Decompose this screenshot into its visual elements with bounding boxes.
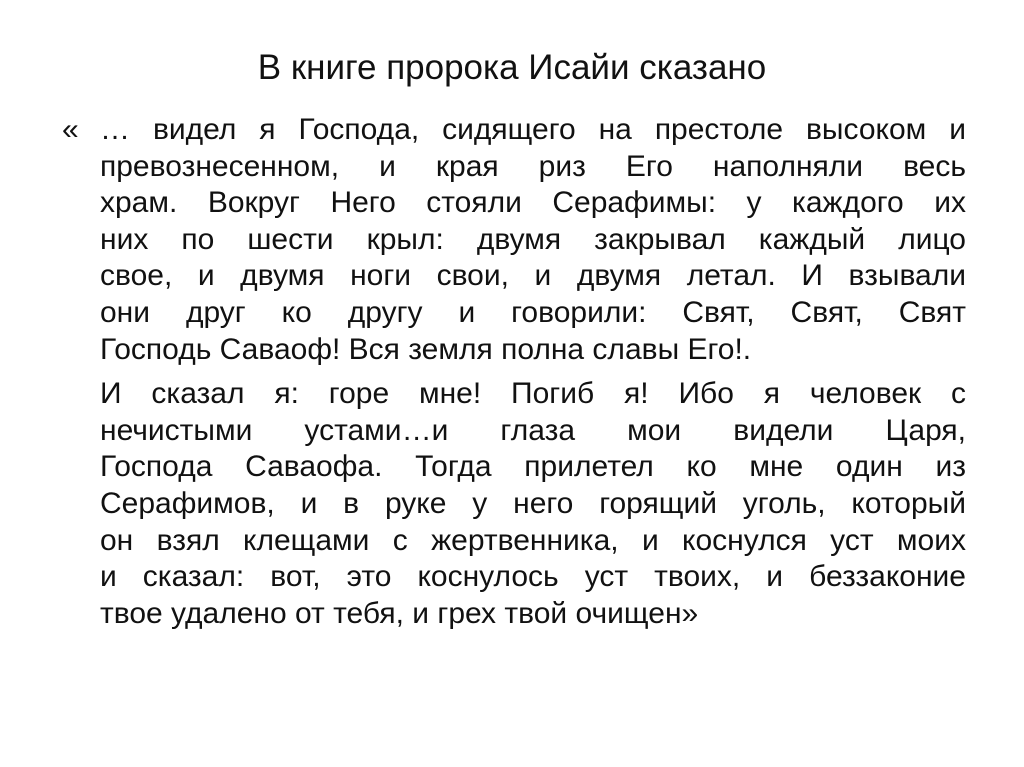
paragraph-2 [100,376,966,632]
text-line: они друг ко другу и говорили: Свят, Свят, Свят [100,295,966,329]
text-line: И сказал я: горе мне! Погиб я! Ибо я человек с [100,377,966,411]
slide-title: В книге пророка Исайи сказано [257,48,767,87]
paragraph-1 [100,112,966,368]
text-line: твое удалено от тебя, и грех твой очищен» [100,596,699,630]
text-line: Господа Саваофа. Тогда прилетел ко мне один из [100,450,966,484]
text-line: и сказал: вот, это коснулось уст твоих, и беззаконие [100,560,966,594]
quote-body [100,112,966,632]
text-line: храм. Вокруг Него стояли Серафимы: у каждого их [100,186,966,220]
text-line: нечистыми устами…и глаза мои видели Царя, [100,413,966,447]
text-line: он взял клещами с жертвенника, и коснулся уст моих [100,523,966,557]
opening-quote-mark: « [62,113,79,146]
text-line: … видел я Господа, сидящего на престоле высоком и [100,113,966,146]
text-line: Господь Саваоф! Вся земля полна славы Его!. [100,332,752,366]
text-line: превознесенном, и края риз Его наполняли весь [100,149,966,183]
text-line: них по шести крыл: двумя закрывал каждый лицо [100,222,966,256]
text-line: Серафимов, и в руке у него горящий уголь, который [100,486,966,520]
text-line: свое, и двумя ноги свои, и двумя летал. И взывали [100,259,966,293]
